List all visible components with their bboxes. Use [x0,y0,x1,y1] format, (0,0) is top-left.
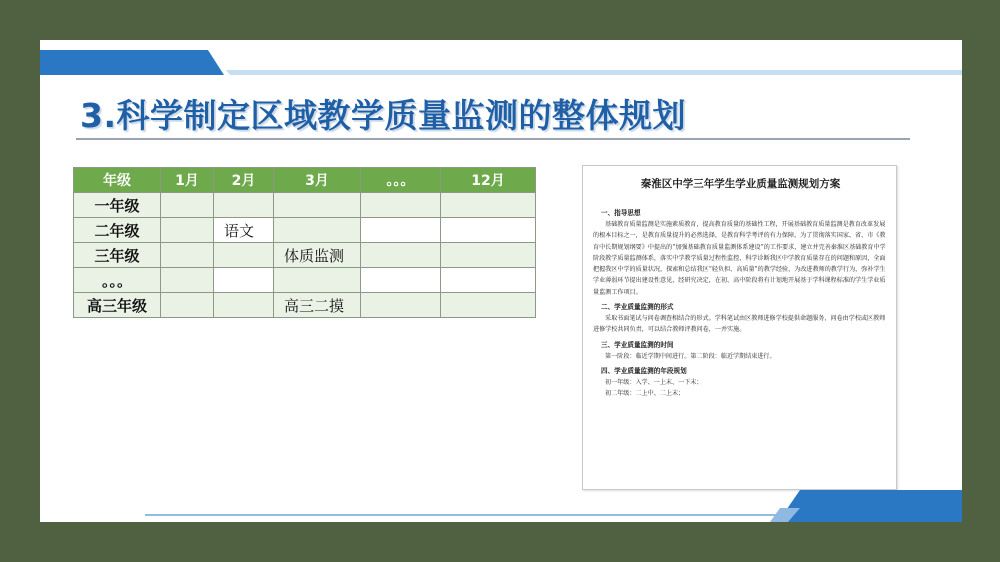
section-text: 第一阶段：临近学期中间进行。第二阶段：临近学期结束进行。 [605,352,776,360]
top-decorative-band [40,40,962,75]
section-line: 初一年级：入学、一上末、一下末； [605,378,703,386]
header-jan: 1月 [161,168,214,193]
row-label: 。。。 [74,268,161,293]
table-cell [214,243,274,268]
header-ellipsis: 。。。 [361,168,441,193]
table-cell [161,193,214,218]
table-cell: 体质监测 [274,243,361,268]
header-feb: 2月 [214,168,274,193]
section-heading: 四、学业质量监测的年段规划 [601,366,687,375]
table-cell [161,293,214,318]
section-heading: 一、指导思想 [601,209,641,217]
bottom-decorative-band [40,480,962,522]
header-dec: 12月 [441,168,536,193]
monitoring-schedule-table [73,167,536,318]
row-label: 高三年级 [74,293,161,318]
table-cell [274,218,361,243]
table-header-row [74,168,536,193]
table-cell [441,218,536,243]
table-cell [361,293,441,318]
row-label: 一年级 [74,193,161,218]
table-cell [274,193,361,218]
slide [40,40,962,522]
table-cell [161,268,214,293]
table-cell [441,243,536,268]
table-cell [441,293,536,318]
table-cell [361,218,441,243]
section-heading: 二、学业质量监测的形式 [601,303,674,312]
header-mar: 3月 [274,168,361,193]
table-cell [361,243,441,268]
table-row [74,218,536,243]
table-cell: 语文 [214,218,274,243]
table-cell [441,268,536,293]
table-cell [274,268,361,293]
section-heading: 三、学业质量监测的时间 [601,340,674,349]
table-cell [214,268,274,293]
row-label: 三年级 [74,243,161,268]
table-cell [161,243,214,268]
table-row [74,243,536,268]
table-cell [214,193,274,218]
table-cell [441,193,536,218]
header-grade: 年级 [74,168,161,193]
section-text: 采取书面笔试与问卷调查相结合的形式。学科笔试由区教师进修学校提供命题服务，问卷由学校或区教师进修学校共同负责，可以结合教师评教问卷，一并实施。 [593,315,886,334]
table-cell: 高三二摸 [274,293,361,318]
slide-title: 3.科学制定区域教学质量监测的整体规划 [80,96,686,135]
plan-document-preview [582,165,897,490]
row-label: 二年级 [74,218,161,243]
section-text: 基础教育质量监测是实施素质教育，提高教育质量的基础性工程，开展基础教育质量监测是教育改革发展的根本目标之一，是教育质量提升的必然选择，是教育科学考评的有力保障。为了贯彻落实国家、省、市《教育中长期规划纲要》中提出的“加强基础教育质量监测体系建设”的工作要求，建立并完善秦淮区基础教育中学阶段教学质量监测体系，落实中学教学质量过程性监控，科学诊断我区中学教育质量存在的问题和原因，全面把握我区中学的质量状况，探索和总结我区“轻负担、高质量”的教学经验，为改进教师的教学行为，弥补学生学业薄弱环节提出建设性意见，经研究决定，在初、高中阶段将有计划地开展基于学科课程标准的学生学业质量监测工作项目。 [593,221,886,296]
table-cell [161,218,214,243]
table-row [74,268,536,293]
table-cell [214,293,274,318]
section-line: 初二年级：二上中、二上末； [605,390,685,398]
table-cell [361,268,441,293]
title-divider [76,138,910,140]
table-row [74,193,536,218]
table-row [74,293,536,318]
document-title: 秦淮区中学三年学生学业质量监测规划方案 [640,178,841,190]
table-cell [361,193,441,218]
